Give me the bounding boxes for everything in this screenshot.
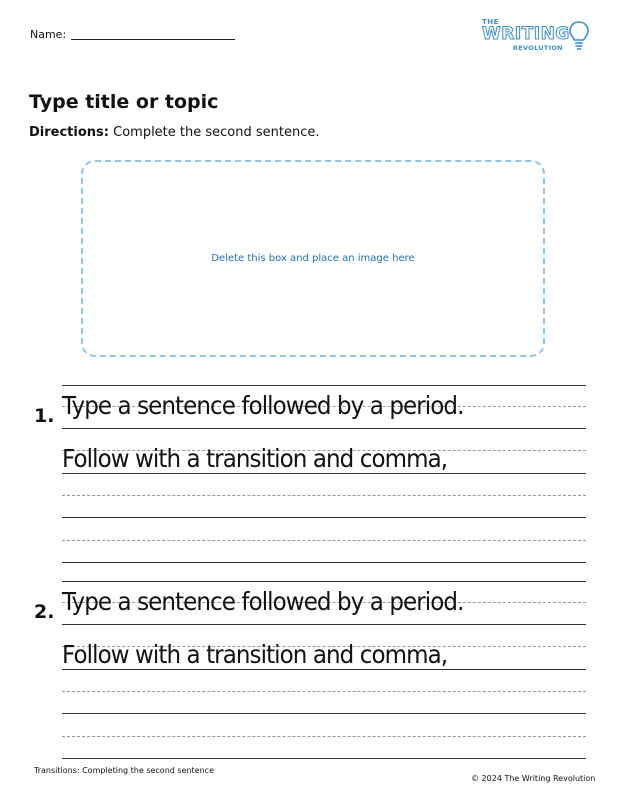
writing-line — [62, 385, 586, 386]
guide-line — [62, 495, 586, 496]
image-placeholder[interactable] — [81, 160, 545, 357]
logo-revolution: REVOLUTION — [513, 44, 563, 52]
writing-line — [62, 581, 586, 582]
name-label: Name: — [30, 28, 67, 41]
writing-line — [62, 428, 586, 429]
sentence-line-1[interactable]: Type a sentence followed by a period. — [62, 587, 464, 616]
writing-line — [62, 517, 586, 518]
writing-line — [62, 624, 586, 625]
footer-copyright: © 2024 The Writing Revolution — [471, 774, 596, 783]
logo-writing: WRITING — [482, 24, 570, 44]
writing-line — [62, 669, 586, 670]
sentence-line-1[interactable]: Type a sentence followed by a period. — [62, 391, 464, 420]
guide-line — [62, 691, 586, 692]
sentence-line-2[interactable]: Follow with a transition and comma, — [62, 444, 448, 473]
writing-line — [62, 562, 586, 563]
logo-the: THE — [482, 18, 499, 26]
directions — [29, 125, 320, 140]
item-number: 1. — [34, 405, 55, 427]
image-placeholder-text: Delete this box and place an image here — [211, 253, 415, 264]
sentence-item-2 — [0, 581, 618, 761]
guide-line — [62, 736, 586, 737]
directions-text: Complete the second sentence. — [113, 125, 320, 140]
writing-line — [62, 713, 586, 714]
directions-label: Directions: — [29, 125, 109, 140]
writing-revolution-logo — [482, 18, 592, 54]
item-number: 2. — [34, 601, 55, 623]
writing-line — [62, 758, 586, 759]
page-title[interactable]: Type title or topic — [29, 91, 219, 113]
lightbulb-icon — [569, 20, 589, 52]
footer-topic: Transitions: Completing the second sentence — [34, 766, 214, 775]
guide-line — [62, 540, 586, 541]
writing-line — [62, 473, 586, 474]
sentence-line-2[interactable]: Follow with a transition and comma, — [62, 640, 448, 669]
name-line[interactable] — [71, 39, 235, 40]
sentence-item-1 — [0, 385, 618, 565]
